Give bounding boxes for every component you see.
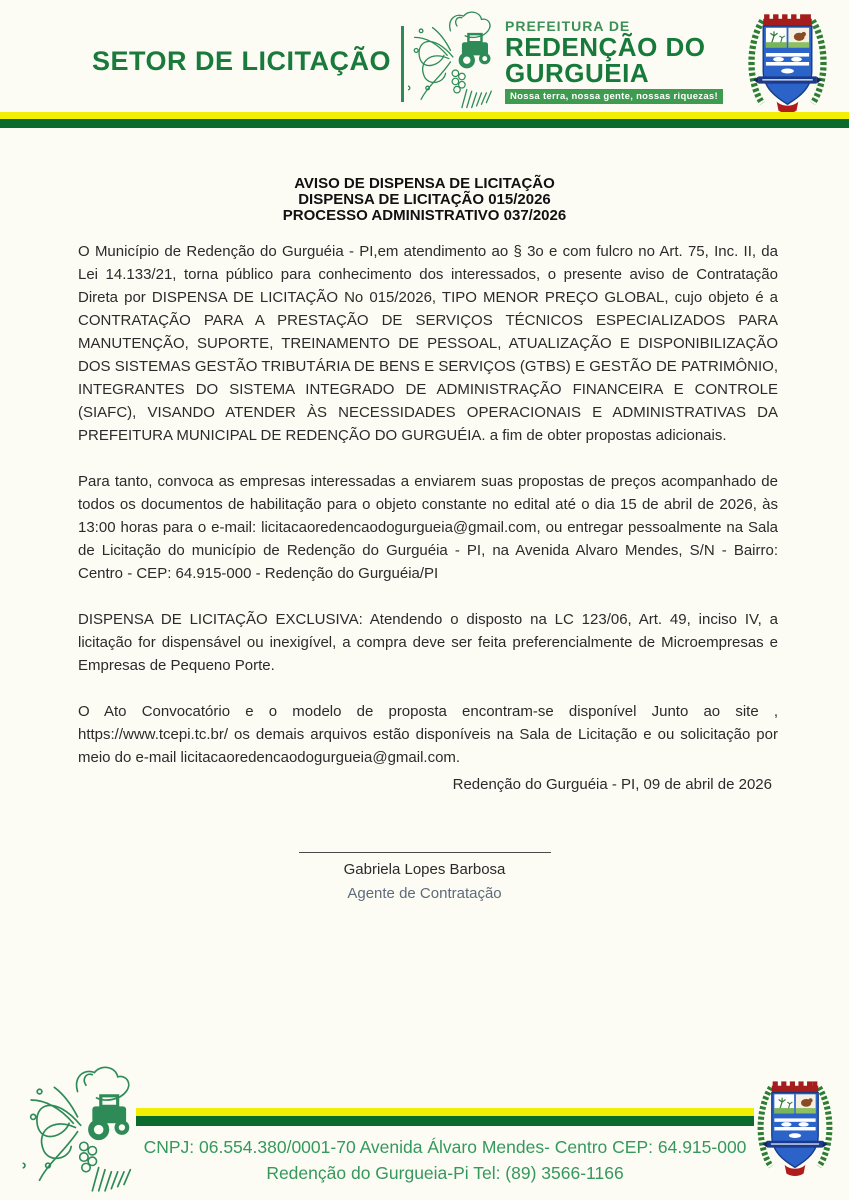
org-name-block (505, 18, 755, 104)
signer-role: Agente de Contratação (347, 885, 502, 902)
title-line-3: PROCESSO ADMINISTRATIVO 037/2026 (282, 207, 567, 224)
paragraph-availability: O Ato Convocatório e o modelo de proposta encontram-se disponível Junto ao site , https://www.tcepi.tc.br/ os demais arquivos estão disponíveis na Sala de Licitação e ou solicitação por meio do e-mail licitacaoredencaodogurgueia@gmail.com. (78, 703, 778, 766)
agriculture-flourish-icon (408, 8, 506, 110)
org-prefix: PREFEITURA DE (505, 18, 631, 34)
title-line-2: DISPENSA DE LICITAÇÃO 015/2026 (298, 191, 551, 208)
rule-yellow-stripe (0, 112, 849, 119)
footer-address-line: CNPJ: 06.554.380/0001-70 Avenida Álvaro Mendes- Centro CEP: 64.915-000 (143, 1137, 747, 1157)
signature-rule (299, 852, 551, 853)
signer-name: Gabriela Lopes Barbosa (343, 861, 506, 878)
rule-yellow-stripe (136, 1108, 754, 1116)
footer-contact-block (116, 1134, 774, 1186)
header-divider (401, 26, 404, 102)
footer-tricolor-rule (136, 1108, 754, 1126)
rule-green-stripe (0, 119, 849, 128)
signature-block (0, 852, 849, 902)
paragraph-proposals: Para tanto, convoca as empresas interessadas a enviarem suas propostas de preços acompanhado de todos os documentos de habilitação para o objeto constante no edital até o dia 15 de abril de 2026, às 13:00 horas para o e-mail: licitacaoredencaodogurgueia@gmail.com, ou entregar pessoalmente na Sala de Licitação do município de Redenção do Gurguéia - PI, na Avenida Alvaro Mendes, S/N - Bairro: Centro - CEP: 64.915-000 - Redenção do Gurguéia/PI (78, 473, 778, 582)
municipal-crest-icon (752, 1060, 838, 1194)
paragraph-exclusive-dispensation: DISPENSA DE LICITAÇÃO EXCLUSIVA: Atendendo o disposto na LC 123/06, Art. 49, inciso IV, a licitação for dispensável ou inexigível, a compra deve ser feita preferencialmente de Microempresas e Empresas de Pequeno Porte. (78, 611, 778, 674)
municipal-crest-icon (740, 8, 835, 116)
org-name-line2: GURGUEIA (505, 58, 650, 88)
title-line-1: AVISO DE DISPENSA DE LICITAÇÃO (294, 175, 555, 192)
org-tagline: Nossa terra, nossa gente, nossas riquezas! (505, 89, 723, 104)
paragraph-object: O Município de Redenção do Gurguéia - PI,em atendimento ao § 3o e com fulcro no Art. 75, Inc. II, da Lei 14.133/21, torna público para conhecimento dos interessados, o presente aviso de Contratação Direta por DISPENSA DE LICITAÇÃO No 015/2026, TIPO MENOR PREÇO GLOBAL, cujo objeto é a CONTRATAÇÃO PARA A PRESTAÇÃO DE SERVIÇOS TÉCNICOS ESPECIALIZADOS PARA MANUTENÇÃO, SUPORTE, TREINAMENTO DE PESSOAL, ATUALIZAÇÃO E DISPONIBILIZAÇÃO DOS SISTEMAS GESTÃO TRIBUTÁRIA DE BENS E SERVIÇOS (GTBS) E GESTÃO DE PATRIMÔNIO, INTEGRANTES DO SISTEMA INTEGRADO DE ADMINISTRAÇÃO FINANCEIRA E CONTROLE (SIAFC), VISANDO ATENDER ÀS NECESSIDADES OPERACIONAIS E ADMINISTRATIVAS DA PREFEITURA MUNICIPAL DE REDENÇÃO DO GURGUÉIA. a fim de obter propostas adicionais. (78, 243, 778, 444)
rule-green-stripe (136, 1116, 754, 1126)
date-line: Redenção do Gurguéia - PI, 09 de abril de 2026 (452, 776, 772, 793)
document-title-block (0, 176, 849, 224)
letterhead-header (0, 0, 849, 112)
header-tricolor-rule (0, 112, 849, 128)
footer-phone-line: Redenção do Gurgueia-Pi Tel: (89) 3566-1166 (266, 1163, 624, 1183)
org-name-line1: REDENÇÃO DO (505, 32, 706, 62)
department-title: SETOR DE LICITAÇÃO (92, 46, 392, 76)
document-body (78, 240, 778, 792)
